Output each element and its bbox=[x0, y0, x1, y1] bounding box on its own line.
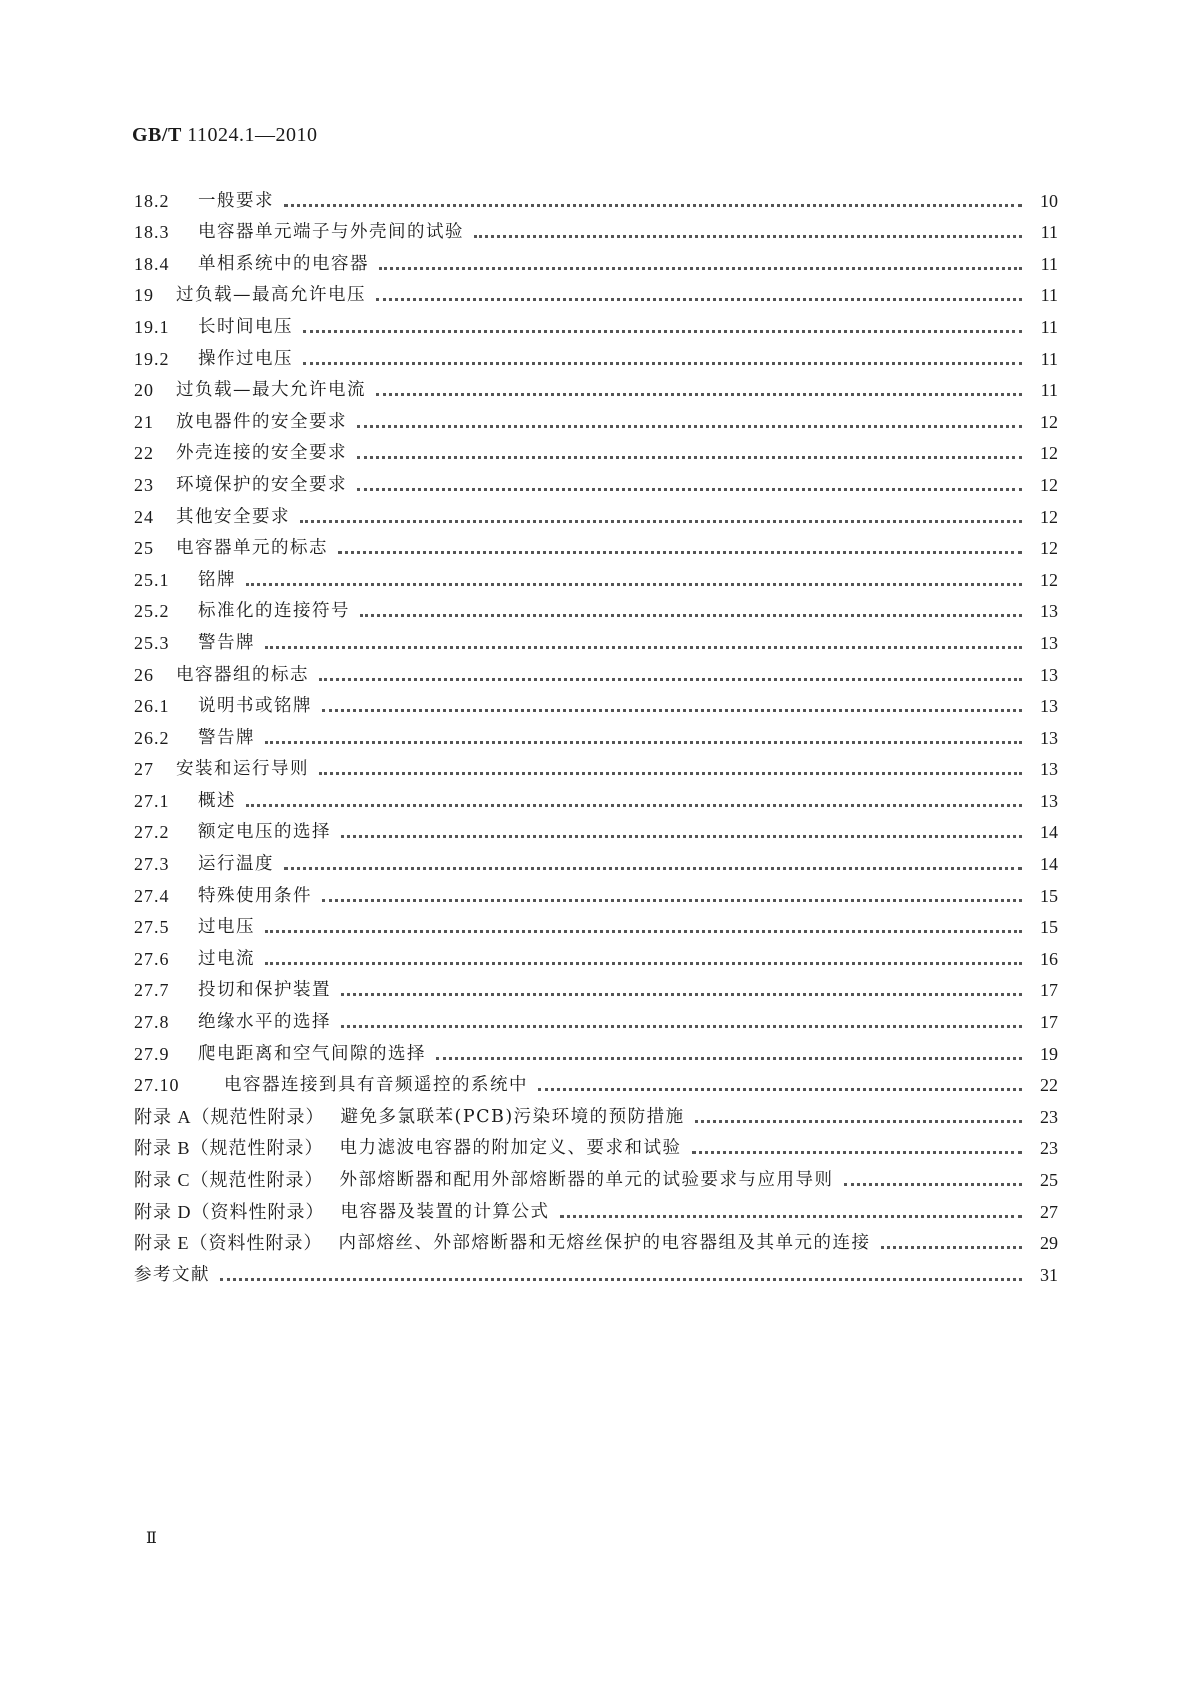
toc-entry-page: 17 bbox=[1040, 980, 1058, 1001]
toc-entry[interactable] bbox=[134, 938, 1058, 970]
toc-dot-leader bbox=[341, 835, 1022, 838]
toc-entry-number: 附录 C（规范性附录） bbox=[134, 1170, 324, 1190]
toc-entry-page: 12 bbox=[1040, 569, 1058, 590]
toc-entry-title: 概述 bbox=[198, 790, 236, 811]
table-of-contents bbox=[134, 180, 1058, 1286]
toc-entry-number: 23 bbox=[134, 474, 154, 495]
toc-entry-title: 长时间电压 bbox=[198, 316, 293, 337]
toc-entry-title: 内部熔丝、外部熔断器和无熔丝保护的电容器组及其单元的连接 bbox=[338, 1233, 871, 1254]
toc-entry[interactable] bbox=[134, 370, 1058, 402]
toc-entry-number: 附录 E（资料性附录） bbox=[134, 1233, 323, 1254]
toc-entry-number: 20 bbox=[134, 380, 154, 401]
toc-entry-page: 15 bbox=[1040, 885, 1058, 906]
toc-dot-leader bbox=[265, 962, 1022, 965]
toc-dot-leader bbox=[246, 804, 1022, 807]
toc-dot-leader bbox=[319, 678, 1022, 681]
toc-entry-title: 运行温度 bbox=[198, 854, 274, 875]
toc-entry-page: 13 bbox=[1040, 632, 1058, 653]
toc-entry[interactable] bbox=[134, 528, 1058, 560]
toc-entry-page: 10 bbox=[1040, 190, 1058, 211]
toc-entry-title: 过电流 bbox=[198, 948, 255, 969]
toc-dot-leader bbox=[881, 1246, 1023, 1249]
toc-dot-leader bbox=[265, 930, 1022, 933]
toc-entry-number: 24 bbox=[134, 506, 154, 527]
toc-entry-title: 避免多氯联苯(PCB)污染环境的预防措施 bbox=[340, 1106, 685, 1127]
toc-dot-leader bbox=[265, 741, 1022, 744]
toc-dot-leader bbox=[560, 1215, 1023, 1218]
toc-dot-leader bbox=[284, 204, 1022, 207]
toc-entry-number: 27.9 bbox=[134, 1043, 170, 1064]
toc-entry-page: 27 bbox=[1040, 1201, 1058, 1222]
toc-entry-number: 25.3 bbox=[134, 632, 170, 653]
toc-entry-page: 11 bbox=[1040, 285, 1058, 306]
toc-dot-leader bbox=[341, 993, 1022, 996]
toc-entry-title: 外部熔断器和配用外部熔断器的单元的试验要求与应用导则 bbox=[339, 1170, 834, 1190]
toc-entry-title: 放电器件的安全要求 bbox=[176, 411, 347, 432]
toc-entry-number: 25 bbox=[134, 538, 154, 559]
toc-entry[interactable] bbox=[134, 780, 1058, 812]
toc-entry-title: 电容器连接到具有音频遥控的系统中 bbox=[224, 1075, 528, 1096]
toc-dot-leader bbox=[319, 772, 1022, 775]
toc-entry-number: 18.4 bbox=[134, 253, 170, 274]
toc-entry-number: 18.3 bbox=[134, 222, 170, 243]
toc-entry[interactable] bbox=[134, 622, 1058, 654]
toc-entry[interactable] bbox=[134, 654, 1058, 686]
toc-dot-leader bbox=[360, 614, 1022, 617]
toc-dot-leader bbox=[265, 646, 1022, 649]
toc-entry-number: 27.3 bbox=[134, 854, 170, 875]
toc-dot-leader bbox=[376, 393, 1022, 396]
toc-entry[interactable] bbox=[134, 907, 1058, 939]
toc-entry-number: 27.5 bbox=[134, 917, 170, 938]
toc-entry-title: 电容器组的标志 bbox=[176, 664, 309, 685]
toc-dot-leader bbox=[692, 1151, 1022, 1154]
toc-entry-title: 参考文献 bbox=[134, 1264, 210, 1285]
toc-entry-number: 27 bbox=[134, 759, 154, 780]
toc-entry-page: 13 bbox=[1040, 727, 1058, 748]
toc-dot-leader bbox=[436, 1057, 1022, 1060]
toc-entry-page: 16 bbox=[1040, 948, 1058, 969]
toc-entry-title: 额定电压的选择 bbox=[198, 822, 331, 843]
toc-entry[interactable] bbox=[134, 717, 1058, 749]
toc-entry-title: 操作过电压 bbox=[198, 348, 293, 369]
toc-dot-leader bbox=[357, 488, 1022, 491]
toc-entry[interactable] bbox=[134, 464, 1058, 496]
toc-entry-title: 特殊使用条件 bbox=[198, 885, 312, 906]
toc-entry-title: 警告牌 bbox=[198, 727, 255, 748]
toc-dot-leader bbox=[379, 267, 1022, 270]
toc-dot-leader bbox=[303, 330, 1022, 333]
toc-entry-number: 附录 B（规范性附录） bbox=[134, 1138, 324, 1159]
toc-entry-number: 26.2 bbox=[134, 727, 170, 748]
toc-entry-page: 11 bbox=[1040, 222, 1058, 243]
toc-entry[interactable] bbox=[134, 433, 1058, 465]
toc-entry[interactable] bbox=[134, 812, 1058, 844]
toc-entry-title: 其他安全要求 bbox=[176, 506, 290, 527]
toc-entry[interactable] bbox=[134, 275, 1058, 307]
toc-entry-title: 说明书或铭牌 bbox=[198, 696, 312, 717]
toc-entry-page: 23 bbox=[1040, 1138, 1058, 1159]
toc-entry-number: 26.1 bbox=[134, 696, 170, 717]
toc-entry-title: 警告牌 bbox=[198, 632, 255, 653]
toc-entry[interactable] bbox=[134, 591, 1058, 623]
toc-entry-number: 21 bbox=[134, 411, 154, 432]
toc-entry-number: 27.6 bbox=[134, 948, 170, 969]
toc-entry-page: 25 bbox=[1040, 1170, 1058, 1190]
toc-entry-number: 27.10 bbox=[134, 1075, 180, 1096]
toc-entry[interactable] bbox=[134, 401, 1058, 433]
toc-entry-title: 投切和保护装置 bbox=[198, 980, 331, 1001]
toc-dot-leader bbox=[474, 235, 1022, 238]
toc-entry-number: 附录 D（资料性附录） bbox=[134, 1201, 325, 1222]
toc-entry-page: 19 bbox=[1040, 1043, 1058, 1064]
toc-entry[interactable] bbox=[134, 338, 1058, 370]
toc-entry-title: 电力滤波电容器的附加定义、要求和试验 bbox=[339, 1138, 682, 1159]
toc-entry-title: 爬电距离和空气间隙的选择 bbox=[198, 1043, 426, 1064]
toc-entry-title: 电容器及装置的计算公式 bbox=[340, 1201, 550, 1222]
toc-entry-page: 12 bbox=[1040, 506, 1058, 527]
toc-entry[interactable] bbox=[134, 1128, 1058, 1160]
toc-entry-number: 27.8 bbox=[134, 1012, 170, 1033]
toc-entry[interactable] bbox=[134, 749, 1058, 781]
toc-entry-title: 电容器单元端子与外壳间的试验 bbox=[198, 222, 464, 243]
toc-entry[interactable] bbox=[134, 875, 1058, 907]
toc-entry-page: 17 bbox=[1040, 1012, 1058, 1033]
toc-entry-title: 外壳连接的安全要求 bbox=[176, 443, 347, 464]
toc-entry-title: 过负载—最高允许电压 bbox=[176, 285, 366, 306]
toc-entry-title: 绝缘水平的选择 bbox=[198, 1012, 331, 1033]
toc-entry[interactable] bbox=[134, 559, 1058, 591]
toc-entry-title: 单相系统中的电容器 bbox=[198, 253, 369, 274]
toc-entry-number: 27.2 bbox=[134, 822, 170, 843]
toc-entry[interactable] bbox=[134, 1191, 1058, 1223]
toc-dot-leader bbox=[357, 456, 1022, 459]
toc-dot-leader bbox=[338, 551, 1022, 554]
toc-entry-number: 18.2 bbox=[134, 190, 170, 211]
toc-entry[interactable] bbox=[134, 1223, 1058, 1255]
toc-dot-leader bbox=[246, 583, 1022, 586]
toc-entry-title: 电容器单元的标志 bbox=[176, 538, 328, 559]
toc-entry[interactable] bbox=[134, 1254, 1058, 1286]
toc-entry-page: 14 bbox=[1040, 822, 1058, 843]
toc-entry-page: 12 bbox=[1040, 443, 1058, 464]
toc-entry-number: 19.2 bbox=[134, 348, 170, 369]
standard-header bbox=[132, 124, 318, 147]
toc-entry-title: 过负载—最大允许电流 bbox=[176, 380, 366, 401]
toc-dot-leader bbox=[284, 867, 1022, 870]
toc-entry[interactable] bbox=[134, 496, 1058, 528]
toc-entry-page: 13 bbox=[1040, 601, 1058, 622]
toc-entry-number: 26 bbox=[134, 664, 154, 685]
toc-entry-number: 19 bbox=[134, 285, 154, 306]
toc-entry[interactable] bbox=[134, 970, 1058, 1002]
toc-entry[interactable] bbox=[134, 843, 1058, 875]
toc-entry-page: 23 bbox=[1040, 1106, 1058, 1127]
toc-entry-page: 12 bbox=[1040, 411, 1058, 432]
toc-entry-title: 标准化的连接符号 bbox=[198, 601, 350, 622]
toc-dot-leader bbox=[322, 709, 1022, 712]
toc-entry[interactable] bbox=[134, 306, 1058, 338]
toc-entry-page: 31 bbox=[1040, 1264, 1058, 1285]
toc-entry-page: 22 bbox=[1040, 1075, 1058, 1096]
toc-entry-title: 环境保护的安全要求 bbox=[176, 474, 347, 495]
toc-entry-page: 11 bbox=[1040, 316, 1058, 337]
toc-entry[interactable] bbox=[134, 1159, 1058, 1191]
standard-code: GB/T bbox=[132, 124, 182, 146]
toc-entry-number: 27.1 bbox=[134, 790, 170, 811]
page-folio: Ⅱ bbox=[146, 1530, 157, 1547]
toc-dot-leader bbox=[376, 298, 1022, 301]
toc-dot-leader bbox=[695, 1120, 1022, 1123]
toc-entry-number: 22 bbox=[134, 443, 154, 464]
toc-dot-leader bbox=[322, 899, 1022, 902]
toc-dot-leader bbox=[300, 520, 1022, 523]
toc-entry-page: 14 bbox=[1040, 854, 1058, 875]
toc-entry[interactable] bbox=[134, 1001, 1058, 1033]
toc-entry-title: 安装和运行导则 bbox=[176, 759, 309, 780]
toc-entry-title: 过电压 bbox=[198, 917, 255, 938]
toc-entry[interactable] bbox=[134, 1096, 1058, 1128]
toc-entry-page: 12 bbox=[1040, 474, 1058, 495]
toc-entry-number: 25.1 bbox=[134, 569, 170, 590]
toc-entry-page: 11 bbox=[1040, 380, 1058, 401]
toc-entry-page: 13 bbox=[1040, 759, 1058, 780]
toc-dot-leader bbox=[538, 1088, 1022, 1091]
toc-entry-page: 13 bbox=[1040, 790, 1058, 811]
toc-dot-leader bbox=[357, 425, 1022, 428]
toc-dot-leader bbox=[220, 1278, 1022, 1281]
toc-dot-leader bbox=[844, 1183, 1022, 1186]
toc-entry-page: 13 bbox=[1040, 696, 1058, 717]
toc-entry-number: 27.4 bbox=[134, 885, 170, 906]
toc-entry[interactable] bbox=[134, 243, 1058, 275]
toc-dot-leader bbox=[303, 362, 1022, 365]
toc-entry-page: 15 bbox=[1040, 917, 1058, 938]
toc-entry-number: 19.1 bbox=[134, 316, 170, 337]
toc-dot-leader bbox=[341, 1025, 1022, 1028]
toc-entry-page: 12 bbox=[1040, 538, 1058, 559]
toc-entry-number: 27.7 bbox=[134, 980, 170, 1001]
toc-entry-page: 13 bbox=[1040, 664, 1058, 685]
toc-entry[interactable] bbox=[134, 180, 1058, 212]
toc-entry[interactable] bbox=[134, 686, 1058, 718]
toc-entry-number: 25.2 bbox=[134, 601, 170, 622]
toc-entry[interactable] bbox=[134, 212, 1058, 244]
toc-entry-title: 一般要求 bbox=[198, 190, 274, 211]
toc-entry[interactable] bbox=[134, 1065, 1058, 1097]
standard-number: 11024.1—2010 bbox=[187, 124, 318, 146]
toc-entry-page: 29 bbox=[1040, 1233, 1058, 1254]
toc-entry[interactable] bbox=[134, 1033, 1058, 1065]
toc-entry-title: 铭牌 bbox=[198, 569, 236, 590]
toc-entry-page: 11 bbox=[1040, 253, 1058, 274]
toc-entry-number: 附录 A（规范性附录） bbox=[134, 1106, 325, 1127]
toc-entry-page: 11 bbox=[1040, 348, 1058, 369]
